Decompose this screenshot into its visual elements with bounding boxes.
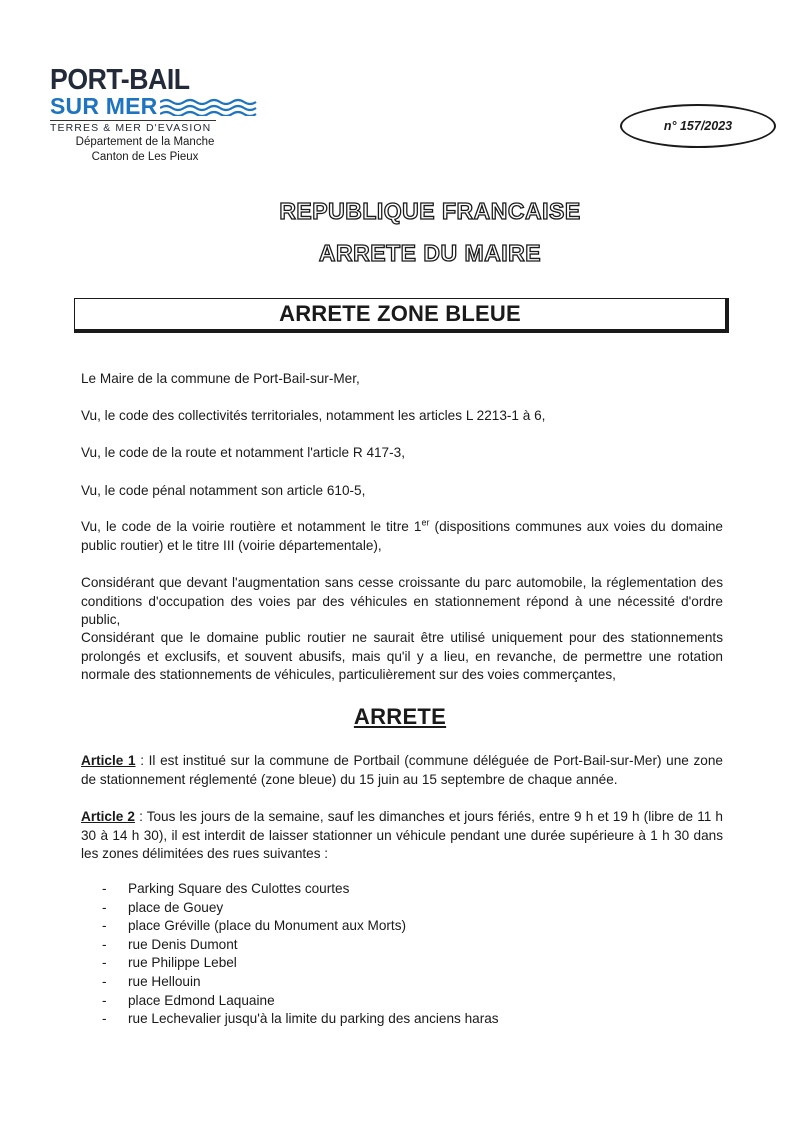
title-arrete-du-maire: ARRETE DU MAIRE bbox=[318, 240, 542, 266]
vu-paragraph-2: Vu, le code de la route et notamment l'article R 417-3, bbox=[81, 445, 405, 460]
vu-paragraph-4 bbox=[81, 518, 723, 555]
vu4-text-b: (dispositions communes aux voies du domaine public routier) et le titre III (voirie départementale), bbox=[81, 519, 723, 553]
logo-town-name: PORT-BAIL bbox=[50, 64, 190, 96]
article-1 bbox=[81, 752, 723, 789]
list-item: - place Gréville (place du Monument aux Morts) bbox=[100, 917, 499, 936]
considerant-paragraph-2: Considérant que le domaine public routier ne saurait être utilisé uniquement pour des stationnements prolongés et exclusifs, et souvent abusifs, mais qu'il y a lieu, en revanche, de permettre une rotation normale des stationnements de véhicules, particulièrement sur des voies commerçantes, bbox=[81, 630, 723, 682]
article-2 bbox=[81, 808, 723, 864]
waves-icon bbox=[160, 98, 266, 116]
list-item: - rue Philippe Lebel bbox=[100, 954, 499, 973]
article-2-text: : Tous les jours de la semaine, sauf les dimanches et jours fériés, entre 9 h et 19 h (libre de 11 h 30 à 14 h 30), il est interdit de laisser stationner un véhicule pendant une durée supérieure à 1 h 30 dans les zones délimitées des rues suivantes : bbox=[81, 809, 723, 861]
list-item: - rue Hellouin bbox=[100, 973, 499, 992]
canton-label: Canton de Les Pieux bbox=[91, 151, 199, 163]
list-item: - Parking Square des Culottes courtes bbox=[100, 880, 499, 899]
municipal-logo bbox=[50, 66, 222, 164]
title-republique: REPUBLIQUE FRANCAISE bbox=[279, 198, 581, 224]
article-1-text: : Il est institué sur la commune de Portbail (commune déléguée de Port-Bail-sur-Mer) une zone de stationnement réglementé (zone bleue) du 15 juin au 15 septembre de chaque année. bbox=[81, 753, 723, 787]
vu4-superscript: er bbox=[421, 517, 430, 528]
logo-tagline: TERRES & MER D'EVASION bbox=[50, 120, 216, 134]
vu-paragraph-1: Vu, le code des collectivités territoriales, notamment les articles L 2213-1 à 6, bbox=[81, 408, 546, 423]
vu-paragraph-3: Vu, le code pénal notamment son article 610-5, bbox=[81, 483, 366, 498]
department-label: Département de la Manche bbox=[75, 136, 215, 148]
list-item: - rue Denis Dumont bbox=[100, 936, 499, 955]
considerant-paragraph-1: Considérant que devant l'augmentation sans cesse croissante du parc automobile, la réglementation des conditions d'occupation des voies par des véhicules en stationnement répond à une nécessité d'ordre public, bbox=[81, 575, 723, 627]
logo-sur-mer bbox=[50, 94, 222, 118]
intro-paragraph: Le Maire de la commune de Port-Bail-sur-Mer, bbox=[81, 371, 360, 386]
list-item: - rue Lechevalier jusqu'à la limite du parking des anciens haras bbox=[100, 1010, 499, 1029]
logo-sur-mer-text: SUR MER bbox=[50, 93, 158, 119]
arrete-heading: ARRETE bbox=[353, 704, 447, 729]
article-1-label: Article 1 bbox=[81, 753, 136, 768]
list-item: - place Edmond Laquaine bbox=[100, 992, 499, 1011]
boxed-title: ARRETE ZONE BLEUE bbox=[74, 298, 729, 333]
list-item: - place de Gouey bbox=[100, 899, 499, 918]
arrete-number: n° 157/2023 bbox=[620, 104, 776, 148]
article-2-label: Article 2 bbox=[81, 809, 135, 824]
vu4-text-a: Vu, le code de la voirie routière et notamment le titre 1 bbox=[81, 519, 422, 534]
street-list bbox=[100, 880, 499, 1029]
